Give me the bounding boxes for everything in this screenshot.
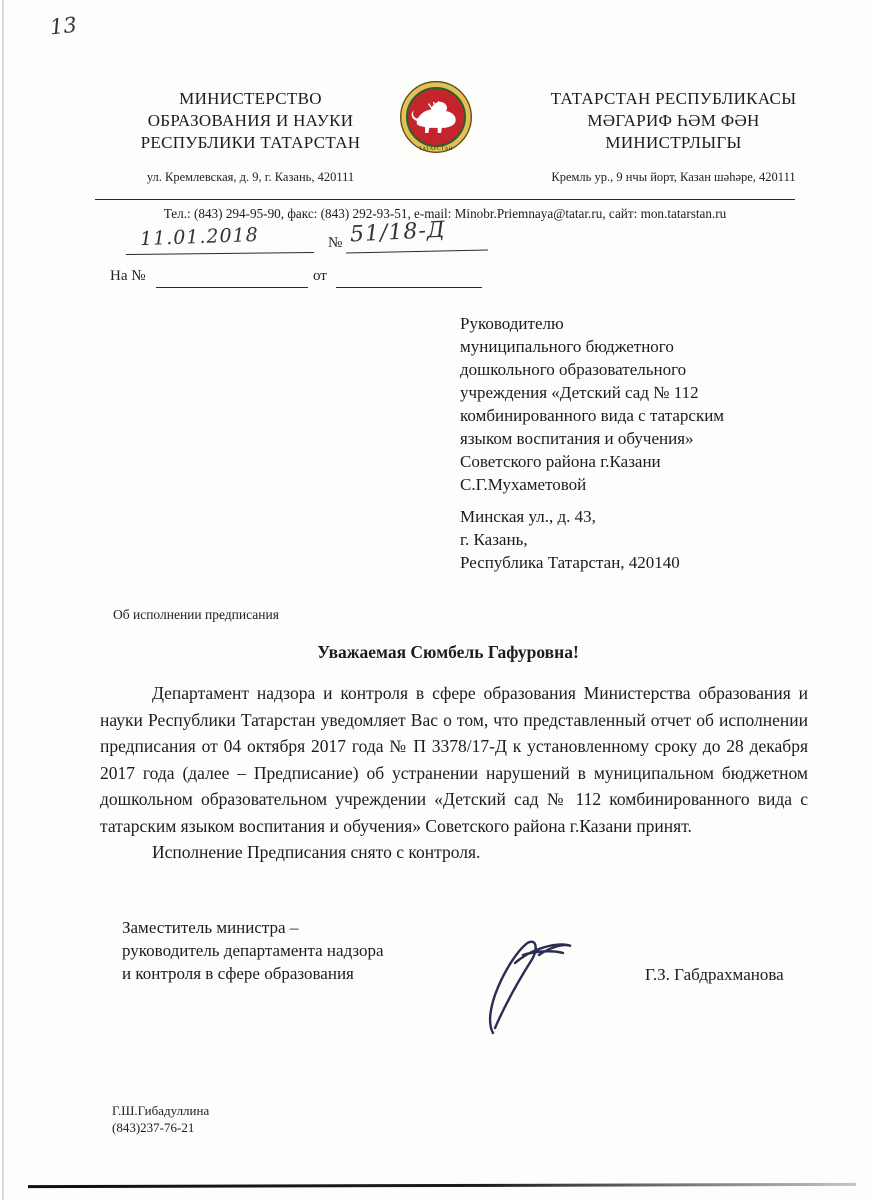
addressee-line: дошкольного образовательного bbox=[460, 360, 687, 379]
handwritten-signature bbox=[465, 925, 595, 1040]
addressee-line: Руководителю bbox=[460, 314, 564, 333]
addressee-line: Советского района г.Казани bbox=[460, 452, 661, 471]
letterhead-divider bbox=[95, 199, 795, 200]
handwritten-date: 11.01.2018 bbox=[139, 223, 260, 251]
org-address-tt: Кремль ур., 9 нчы йорт, Казан шәһәре, 420111 bbox=[551, 170, 796, 184]
org-name-tt-line: МӘГАРИФ ҺӘМ ФӘН bbox=[587, 111, 760, 130]
salutation: Уважаемая Сюмбель Гафуровна! bbox=[317, 642, 579, 662]
number-sign-label: № bbox=[328, 235, 343, 251]
addressee-block bbox=[460, 312, 830, 574]
addressee-line: С.Г.Мухаметовой bbox=[460, 475, 587, 494]
addressee-line: комбинированного вида с татарским bbox=[460, 406, 725, 425]
scan-bottom-line-artifact bbox=[28, 1183, 856, 1188]
letter-body bbox=[100, 680, 808, 866]
executor-phone: (843)237-76-21 bbox=[112, 1120, 195, 1135]
incoming-number-underline bbox=[156, 287, 308, 288]
org-name-ru-line: МИНИСТЕРСТВО bbox=[179, 89, 322, 108]
addressee-line: муниципального бюджетного bbox=[460, 337, 674, 356]
incoming-number-label: На № bbox=[110, 268, 146, 284]
addressee-line: учреждения «Детский сад № 112 bbox=[460, 383, 699, 402]
contact-line: Тел.: (843) 294-95-90, факс: (843) 292-93-51, e-mail: Minobr.Priemnaya@tatar.ru, сайт: mon.tatarstan.ru bbox=[163, 206, 727, 221]
addressee-postal-line: Республика Татарстан, 420140 bbox=[460, 553, 680, 572]
incoming-date-underline bbox=[336, 287, 482, 288]
letterhead-left-block bbox=[103, 88, 398, 154]
signatory-position-line: и контроля в сфере образования bbox=[122, 964, 354, 983]
org-address-ru: ул. Кремлевская, д. 9, г. Казань, 420111 bbox=[146, 170, 355, 184]
incoming-date-label: от bbox=[313, 268, 327, 284]
org-name-ru-line: РЕСПУБЛИКИ ТАТАРСТАН bbox=[140, 133, 361, 152]
signatory-position-line: Заместитель министра – bbox=[122, 918, 299, 937]
emblem-ring-text: ТАТАРСТАН bbox=[418, 146, 454, 153]
executor-name: Г.Ш.Гибадуллина bbox=[112, 1103, 210, 1118]
signatory-position-line: руководитель департамента надзора bbox=[122, 941, 384, 960]
org-name-tt-line: ТАТАРСТАН РЕСПУБЛИКАСЫ bbox=[550, 89, 797, 108]
addressee-postal-line: г. Казань, bbox=[460, 530, 528, 549]
body-paragraph: Департамент надзора и контроля в сфере образования Министерства образования и науки Республики Татарстан уведомляет Вас о том, что представленный отчет об исполнении предписания от 04 октября 2017 года № П 3378/17-Д к установленному сроку до 28 декабря 2017 года (далее – Предписание) об устранении нарушений в муниципальном бюджетном дошкольном образовательном учреждении «Детский сад № 112 комбинированного вида с татарским языком воспитания и обучения» Советского района г.Казани принят. bbox=[100, 683, 808, 836]
subject-line: Об исполнении предписания bbox=[113, 607, 279, 622]
tatarstan-coat-of-arms-icon bbox=[394, 74, 478, 160]
org-name-ru-line: ОБРАЗОВАНИЯ И НАУКИ bbox=[147, 111, 354, 130]
addressee-line: языком воспитания и обучения» bbox=[460, 429, 694, 448]
signatory-name: Г.З. Габдрахманова bbox=[645, 965, 784, 984]
addressee-postal-line: Минская ул., д. 43, bbox=[460, 507, 596, 526]
org-name-tt-line: МИНИСТРЛЫГЫ bbox=[605, 133, 742, 152]
signatory-position-block bbox=[122, 916, 452, 985]
handwritten-outgoing-number: 51/18-Д bbox=[349, 217, 447, 248]
body-paragraph: Исполнение Предписания снято с контроля. bbox=[152, 842, 481, 862]
letterhead-right-block bbox=[486, 88, 861, 154]
executor-block bbox=[112, 1102, 209, 1136]
number-underline bbox=[346, 250, 488, 254]
handwritten-page-number: 13 bbox=[48, 12, 78, 40]
date-underline bbox=[126, 252, 314, 255]
scan-edge-artifact bbox=[2, 0, 4, 1200]
